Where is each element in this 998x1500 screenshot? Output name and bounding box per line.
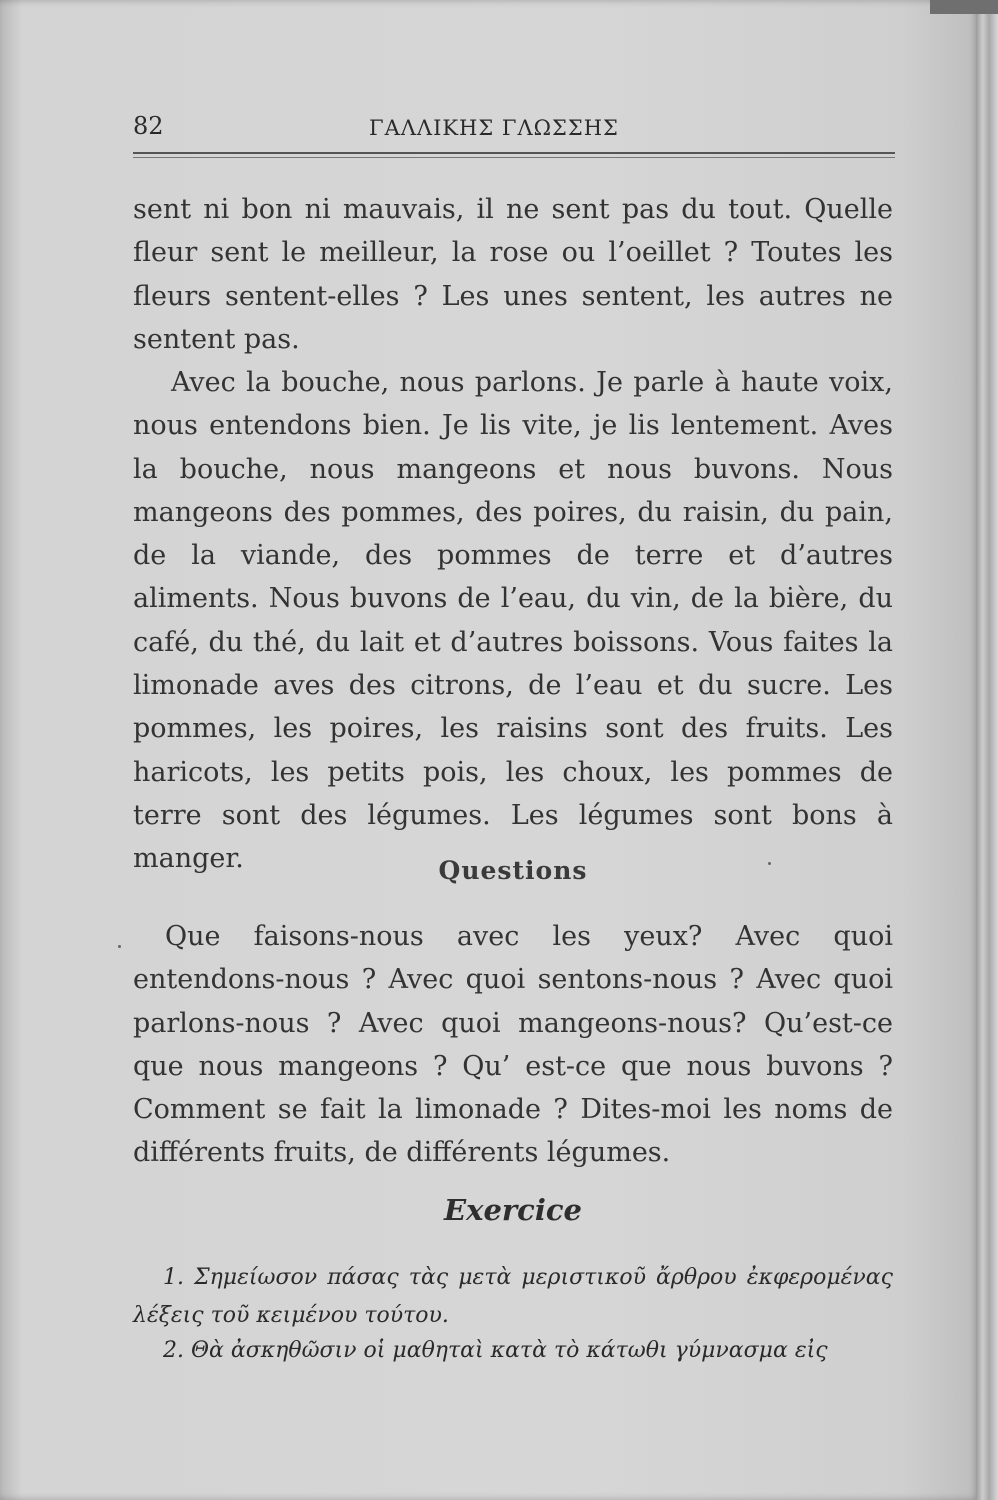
page-header	[133, 112, 895, 152]
page-number: 82	[133, 112, 164, 140]
exercise-item-1: 1. Σημείωσον πάσας τὰς μετὰ μεριστικοῦ ἄρθρου ἐκφερομένας λέξεις τοῦ κειμένου τούτου.	[133, 1265, 893, 1328]
exercise-item-2: 2. Θὰ ἀσκηθῶσιν οἱ μαθηταὶ κατὰ τὸ κάτωθι γύμνασμα εἰς	[163, 1338, 828, 1363]
header-rule	[133, 152, 895, 158]
exercise-heading: Exercice	[444, 1193, 582, 1227]
paper-speck	[768, 862, 771, 865]
page-edge	[976, 0, 998, 1500]
scan-border	[930, 0, 998, 14]
paper-speck	[118, 945, 121, 948]
questions-paragraph: Que faisons-nous avec les yeux? Avec quoi entendons-nous ? Avec quoi sentons-nous ? Avec quoi parlons-nous ? Avec quoi mangeons-nous? Qu’est-ce que nous mangeons ? Qu’ est-ce que nous buvons ? Comment se fait la limonade ? Dites-moi les noms de différents fruits, de différents légumes.	[133, 921, 893, 1169]
body-paragraph-2: Avec la bouche, nous parlons. Je parle à haute voix, nous entendons bien. Je lis vite, je lis lentement. Aves la bouche, nous mangeons et nous buvons. Nous mangeons des pommes, des poires, du raisin, du pain, de la viande, des pommes de terre et d’autres aliments. Nous buvons de l’eau, du vin, de la bière, du café, du thé, du lait et d’autres boissons. Vous faites la limonade aves des citrons, de l’eau et du sucre. Les pommes, les poires, les raisins sont des fruits. Les haricots, les petits pois, les choux, les pommes de terre sont des légumes. Les légumes sont bons à manger.	[133, 367, 893, 875]
body-paragraph-1: sent ni bon ni mauvais, il ne sent pas du tout. Quelle fleur sent le meilleur, la rose ou l’oeillet ? Toutes les fleurs sentent-elles ? Les unes sentent, les autres ne sentent pas.	[133, 194, 893, 355]
questions-heading: Questions	[438, 856, 588, 885]
running-title: ΓΑΛΛΙΚΗΣ ΓΛΩΣΣΗΣ	[369, 116, 619, 140]
